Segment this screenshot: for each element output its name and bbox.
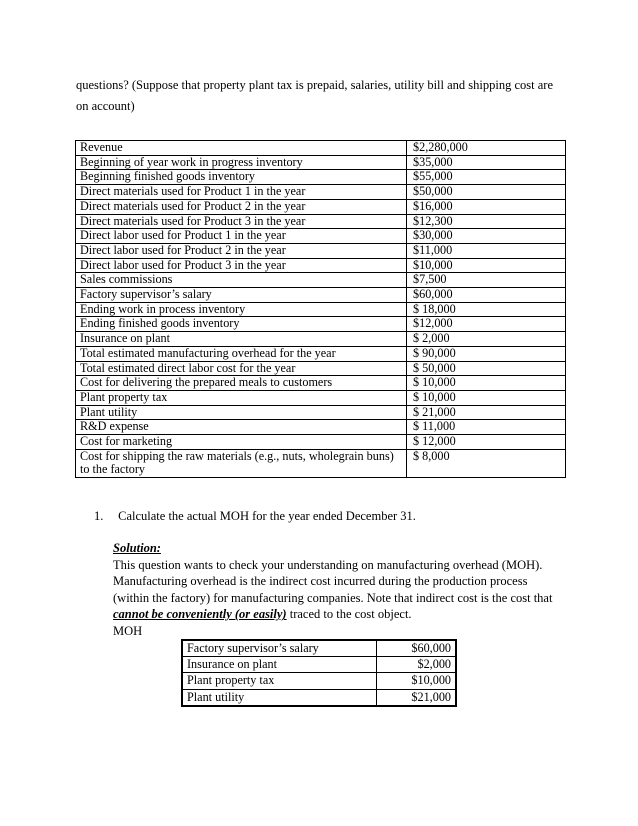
row-label: Insurance on plant (182, 657, 377, 673)
moh-label: MOH (113, 623, 143, 638)
row-value: $30,000 (407, 229, 566, 244)
row-label: Ending finished goods inventory (76, 317, 407, 332)
row-value: $ 18,000 (407, 302, 566, 317)
table-row (76, 214, 566, 229)
table-row (76, 405, 566, 420)
question-number: 1. (94, 509, 104, 523)
row-value: $35,000 (407, 155, 566, 170)
row-value: $ 10,000 (407, 376, 566, 391)
table-row (76, 346, 566, 361)
row-label: Ending work in process inventory (76, 302, 407, 317)
row-value: $ 12,000 (407, 435, 566, 450)
row-label: Plant utility (76, 405, 407, 420)
table-row (76, 390, 566, 405)
row-value: $2,280,000 (407, 141, 566, 156)
row-label: R&D expense (76, 420, 407, 435)
solution-block (113, 540, 566, 640)
question-text: Calculate the actual MOH for the year ended December 31. (118, 509, 416, 523)
row-label: Revenue (76, 141, 407, 156)
table-row (76, 376, 566, 391)
table-row (76, 243, 566, 258)
table-row (76, 317, 566, 332)
row-label: Direct materials used for Product 1 in the year (76, 185, 407, 200)
table-row (76, 449, 566, 477)
table-row (76, 170, 566, 185)
row-value: $2,000 (377, 657, 457, 673)
table-row (76, 141, 566, 156)
row-value: $ 2,000 (407, 332, 566, 347)
table-row (76, 332, 566, 347)
table-row (182, 689, 456, 706)
row-label: Cost for marketing (76, 435, 407, 450)
row-value: $60,000 (407, 288, 566, 303)
intro-text (76, 75, 566, 117)
row-label: Direct labor used for Product 3 in the year (76, 258, 407, 273)
table-row (76, 199, 566, 214)
table-row (76, 273, 566, 288)
row-label: Beginning of year work in progress inventory (76, 155, 407, 170)
row-label: Plant property tax (76, 390, 407, 405)
row-label: Direct labor used for Product 1 in the year (76, 229, 407, 244)
table-row (76, 420, 566, 435)
table-row (182, 673, 456, 689)
row-value: $ 8,000 (407, 449, 566, 477)
solution-text: This question wants to check your understanding on manufacturing overhead (MOH). Manufacturing overhead is the indirect cost incurred during the production process (within the factory) for manufacturing companies. Note that indirect cost is the cost that (113, 557, 553, 605)
cost-data-table (75, 140, 566, 478)
question-1 (94, 508, 564, 525)
row-label: Beginning finished goods inventory (76, 170, 407, 185)
row-label: Total estimated direct labor cost for the year (76, 361, 407, 376)
row-label: Insurance on plant (76, 332, 407, 347)
row-value: $7,500 (407, 273, 566, 288)
row-label: Sales commissions (76, 273, 407, 288)
row-label: Cost for shipping the raw materials (e.g., nuts, wholegrain buns) to the factory (76, 449, 407, 477)
row-label: Direct materials used for Product 2 in the year (76, 199, 407, 214)
row-label: Factory supervisor’s salary (76, 288, 407, 303)
table-row (76, 302, 566, 317)
intro-line-1: questions? (Suppose that property plant tax is prepaid, salaries, utility bill and shipping cost are (76, 78, 553, 92)
row-label: Plant utility (182, 689, 377, 706)
row-label: Factory supervisor’s salary (182, 640, 377, 657)
solution-emphasis: cannot be conveniently (or easily) (113, 607, 287, 622)
row-value: $10,000 (377, 673, 457, 689)
row-value: $12,300 (407, 214, 566, 229)
row-value: $60,000 (377, 640, 457, 657)
row-label: Direct labor used for Product 2 in the year (76, 243, 407, 258)
table-row (76, 288, 566, 303)
row-value: $ 21,000 (407, 405, 566, 420)
table-row (76, 229, 566, 244)
table-row (76, 258, 566, 273)
table-row (76, 155, 566, 170)
table-row (182, 640, 456, 657)
row-value: $12,000 (407, 317, 566, 332)
row-label: Direct materials used for Product 3 in the year (76, 214, 407, 229)
row-value: $21,000 (377, 689, 457, 706)
row-value: $55,000 (407, 170, 566, 185)
row-value: $ 10,000 (407, 390, 566, 405)
row-label: Plant property tax (182, 673, 377, 689)
row-value: $ 90,000 (407, 346, 566, 361)
solution-heading: Solution: (113, 541, 161, 555)
table-row (76, 185, 566, 200)
row-value: $ 11,000 (407, 420, 566, 435)
row-value: $10,000 (407, 258, 566, 273)
row-label: Total estimated manufacturing overhead for the year (76, 346, 407, 361)
row-value: $ 50,000 (407, 361, 566, 376)
table-row (182, 657, 456, 673)
intro-line-2: on account) (76, 99, 135, 113)
solution-paragraph (113, 557, 566, 623)
table-row (76, 435, 566, 450)
moh-table (181, 639, 457, 707)
row-value: $11,000 (407, 243, 566, 258)
row-label: Cost for delivering the prepared meals to customers (76, 376, 407, 391)
row-value: $50,000 (407, 185, 566, 200)
row-value: $16,000 (407, 199, 566, 214)
solution-text-end: traced to the cost object. (286, 607, 412, 622)
table-row (76, 361, 566, 376)
